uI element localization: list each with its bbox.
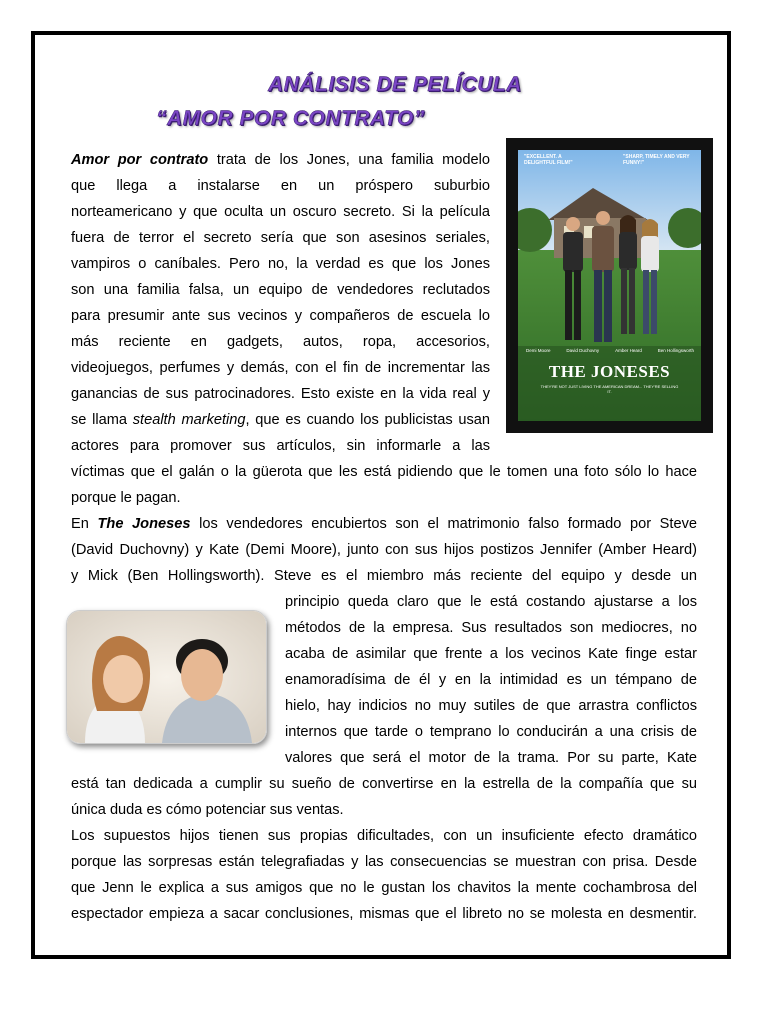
paragraph2-line: principio queda claro que le está costando ajustarse a los: [285, 594, 697, 610]
paragraph2-line: métodos de la empresa. Sus resultados son mediocres, no: [285, 620, 697, 636]
couple-photo-art: [67, 611, 266, 743]
poster-cast-name: Amber Heard: [615, 348, 642, 353]
poster-movie-title: THE JONESES: [548, 362, 671, 381]
paragraph2-line: enamoradísima de él y en la intimidad es un témpano de: [285, 672, 697, 688]
paragraph3-line: Los supuestos hijos tienen sus propias dificultades, con un insuficiente efecto dramático: [71, 828, 697, 844]
paragraph1-line: norteamericano y que oculta un oscuro secreto. Si la película: [71, 204, 490, 220]
paragraph2-line: [71, 511, 697, 537]
movie-poster: [506, 138, 713, 433]
text-span: trata de los Jones, una familia modelo: [208, 152, 491, 168]
paragraph3-line: que Jenn le explica a sus amigos que no le gustan los chavitos la mente cochambrosa del: [71, 880, 697, 896]
paragraph1-line: más reciente en gadgets, autos, ropa, accesorios,: [71, 334, 490, 350]
couple-photo: [66, 610, 267, 744]
paragraph1-line: [71, 147, 490, 173]
paragraph2-line: internos que tarde o temprano lo conducirán a una crisis de: [285, 724, 697, 740]
paragraph3-line: porque las sorpresas están telegrafiadas y las consecuencias se muestran con prisa. Desde: [71, 854, 697, 870]
page-title-line1: ANÁLISIS DE PELÍCULA: [268, 73, 522, 96]
paragraph2-line: acaba de asimilar que frente a los vecinos Kate finge estar: [285, 646, 697, 662]
paragraph3-line: espectador empieza a sacar conclusiones, mismas que el libreto no se molesta en desmentir.: [71, 906, 697, 922]
text-span: En: [71, 516, 98, 532]
paragraph2-line: está tan dedicada a cumplir su sueño de convertirse en la estrella de la compañía que su: [71, 776, 697, 792]
poster-quote-left: "EXCELLENT. A DELIGHTFUL FILM!": [524, 154, 573, 166]
paragraph1-line: videojuegos, perfumes y demás, con el fin de incrementar las: [71, 360, 490, 376]
paragraph1-line: porque le pagan.: [71, 490, 181, 506]
paragraph2-line: hielo, hay indicios no muy sutiles de que arrastra conflictos: [285, 698, 697, 714]
paragraph2-line: y Mick (Ben Hollingsworth). Steve es el miembro más reciente del equipo y desde un: [71, 568, 697, 584]
text-span: los vendedores encubiertos son el matrimonio falso formado por Steve: [190, 516, 697, 532]
film-title-italic: Amor por contrato: [71, 152, 209, 168]
page-title-line2: “AMOR POR CONTRATO”: [156, 107, 425, 130]
poster-cast-name: David Duchovny: [566, 348, 600, 353]
paragraph1-line: actores para promover sus artículos, sin informarle a las: [71, 438, 490, 454]
paragraph1-line: que llega a instalarse en un próspero suburbio: [71, 178, 490, 194]
poster-quote-right: "SHARP, TIMELY AND VERY FUNNY!": [623, 154, 690, 166]
paragraph1-line: ganancias de sus patrocinadores. Esto existe en la vida real y: [71, 386, 490, 402]
film-title-bold-italic: The Joneses: [97, 516, 191, 532]
paragraph2-line: valores que será el motor de la trama. Por su parte, Kate: [285, 750, 697, 766]
paragraph1-line: para presumir ante sus vecinos y compañeros de escuela lo: [71, 308, 490, 324]
paragraph1-line: [71, 407, 490, 433]
text-span: , que es cuando los publicistas usan: [245, 412, 490, 428]
text-span: se llama: [71, 412, 133, 428]
paragraph2-line: (David Duchovny) y Kate (Demi Moore), junto con sus hijos postizos Jennifer (Amber Heard): [71, 542, 697, 558]
poster-cast-list: [526, 348, 694, 353]
paragraph1-line: son una familia falsa, un equipo de vendedores reclutados: [71, 282, 490, 298]
paragraph1-line: vampiros o caníbales. Pero no, la verdad es que los Jones: [71, 256, 490, 272]
paragraph1-line: víctimas que el galán o la güerota que les está pidiendo que le tomen una foto sólo lo hace: [71, 464, 697, 480]
poster-cast-name: Ben Hollingsworth: [657, 348, 694, 353]
paragraph1-line: fuera de terror el secreto sería que son asesinos seriales,: [71, 230, 490, 246]
poster-cast-name: Demi Moore: [526, 348, 551, 353]
paragraph2-line: única duda es cómo potenciar sus ventas.: [71, 802, 344, 818]
poster-tagline: THEY'RE NOT JUST LIVING THE AMERICAN DREAM... THEY'RE SELLING IT.: [540, 384, 679, 394]
stealth-marketing-italic: stealth marketing: [132, 412, 246, 428]
